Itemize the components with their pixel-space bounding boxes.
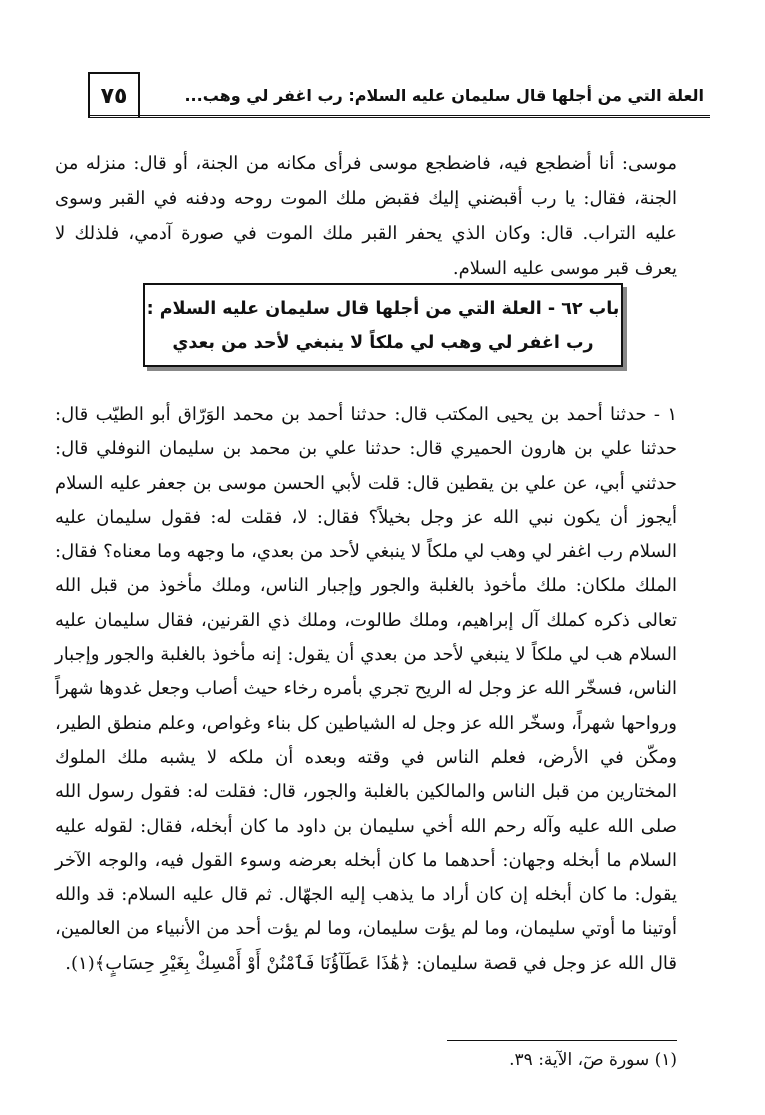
intro-paragraph: موسى: أنا أضطجع فيه، فاضطجع موسى فرأى مكانه من الجنة، أو قال: منزله من الجنة، فقال: يا رب أقبضني إليك فقبض ملك الموت روحه ودفنه في القبر وسوى عليه التراب. قال: وكان الذي يحفر القبر ملك الموت في صورة آدمي، فلذلك لا يعرف قبر موسى عليه السلام.: [55, 153, 678, 279]
hadith-paragraph: ١ - حدثنا أحمد بن يحيى المكتب قال: حدثنا أحمد بن محمد الوَرّاق أبو الطيّب قال: حدثنا علي بن هارون الحميري قال: حدثنا علي بن محمد بن سليمان النوفلي قال: حدثني أبي، عن علي بن يقطين قال: قلت لأبي الحسن موسى بن جعفر عليه السلام أيجوز أن يكون نبي الله عز وجل بخيلاً؟ فقال: لا، فقلت له: فقول سليمان عليه السلام رب اغفر لي وهب لي ملكاً لا ينبغي لأحد من بعدي، ما وجهه وما معناه؟ فقال: الملك ملكان: ملك مأخوذ بالغلبة والجور وإجبار الناس، وملك مأخوذ من قبل الله تعالى ذكره كملك آل إبراهيم، وملك طالوت، وملك ذي القرنين، فقال سليمان عليه السلام هب لي ملكاً لا ينبغي لأحد من بعدي أن يقول: إنه مأخوذ بالغلبة والجور وإجبار الناس، فسخّر الله عز وجل له الريح تجري بأمره رخاء حيث أصاب وجعل غدوها شهراً ورواحها شهراً، وسخّر الله عز وجل له الشياطين كل بناء وغواص، وعلم منطق الطير، ومكّن في الأرض، فعلم الناس في وقته وبعده أن ملكه لا يشبه ملك الملوك المختارين من قبل الناس والمالكين بالغلبة والجور، قال: فقلت له: فقول رسول الله صلى الله عليه وآله رحم الله أخي سليمان بن داود ما كان أبخله، فقال: لقوله عليه السلام ما أبخله وجهان: أحدهما ما كان أبخله بعرضه وسوء القول فيه، والوجه الآخر يقول: ما كان أبخله إن كان أراد ما يذهب إليه الجهّال. ثم قال عليه السلام: قد والله أوتينا ما أوتي سليمان، وما لم يؤت سليمان، وما لم يؤت أحد من الأنبياء من العالمين، قال الله عز وجل في قصة سليمان: ﴿هَٰذَا عَطَآؤُنَا فَٱمْنُنْ أَوْ أَمْسِكْ بِغَيْرِ حِسَابٍ﴾(١).: [55, 404, 677, 974]
page-number: ٧٥: [88, 72, 140, 118]
running-header-title: العلة التي من أجلها قال سليمان عليه السلام: رب اغفر لي وهب...: [184, 86, 704, 105]
running-header: [88, 72, 710, 118]
footnote-divider: [447, 1040, 677, 1041]
header-divider: [88, 115, 710, 118]
footnote: (١) سورة صٓ، الآية: ٣٩.: [509, 1050, 677, 1070]
chapter-heading-line-2: رب اغفر لي وهب لي ملكاً لا ينبغي لأحد من بعدي: [172, 333, 594, 353]
chapter-heading-line-1: باب ٦٢ - العلة التي من أجلها قال سليمان عليه السلام :: [146, 299, 620, 319]
chapter-heading-box: [143, 283, 623, 367]
